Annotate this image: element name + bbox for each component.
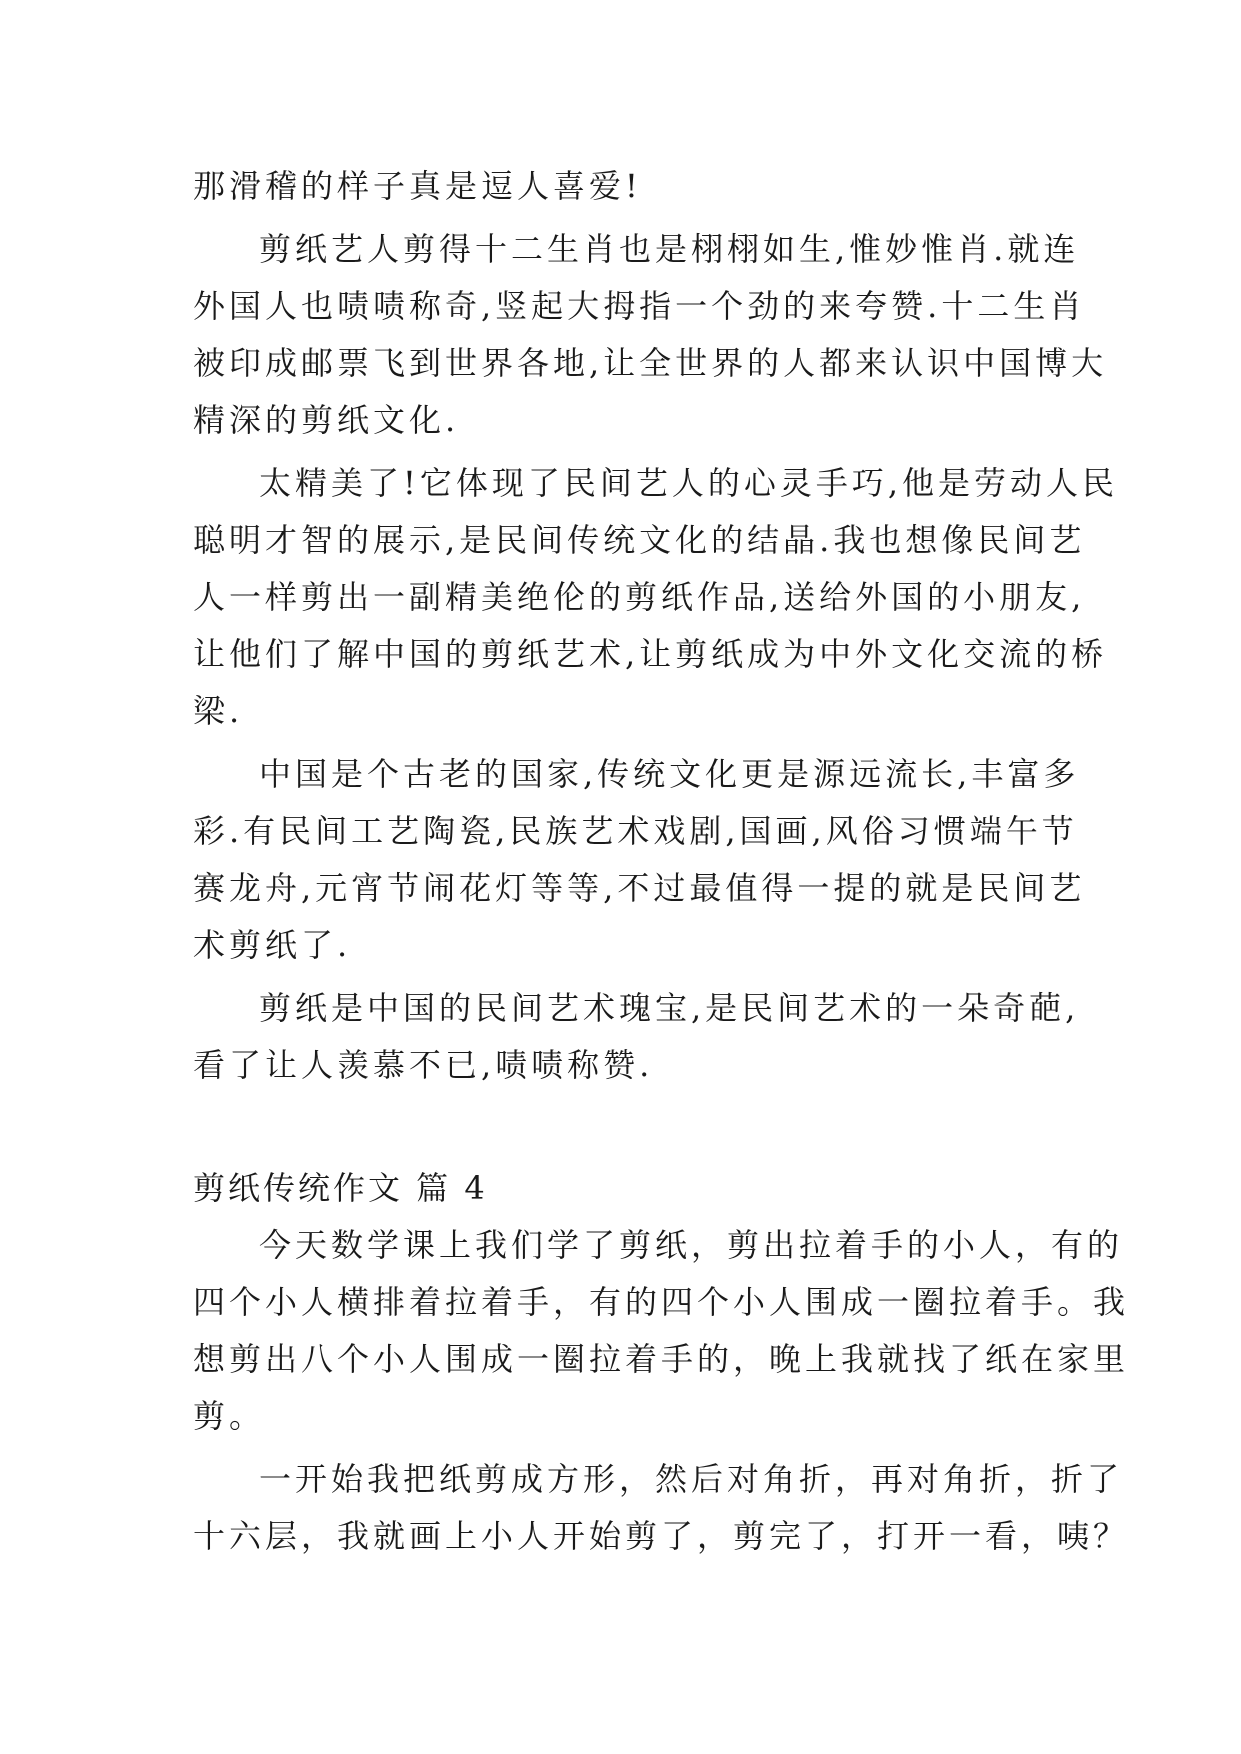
paragraph-line: 中国是个古老的国家,传统文化更是源远流长,丰富多	[259, 755, 1080, 793]
paragraph-line: 剪。	[193, 1397, 266, 1435]
paragraph-line: 太精美了!它体现了民间艺人的心灵手巧,他是劳动人民	[259, 464, 1119, 502]
paragraph-line: 彩.有民间工艺陶瓷,民族艺术戏剧,国画,风俗习惯端午节	[193, 812, 1078, 850]
paragraph-line: 人一样剪出一副精美绝伦的剪纸作品,送给外国的小朋友,	[193, 578, 1086, 616]
paragraph-zodiac	[193, 221, 1108, 449]
section-heading: 剪纸传统作文 篇 4	[193, 1169, 488, 1207]
paragraph-line: 精深的剪纸文化.	[193, 401, 460, 439]
paragraph-tradition	[193, 746, 1086, 974]
paragraph-line: 聪明才智的展示,是民间传统文化的结晶.我也想像民间艺	[193, 521, 1086, 559]
paragraph-line: 一开始我把纸剪成方形，然后对角折，再对角折，折了	[259, 1460, 1124, 1498]
paragraph-line: 让他们了解中国的剪纸艺术,让剪纸成为中外文化交流的桥	[193, 635, 1108, 673]
paragraph-line: 今天数学课上我们学了剪纸，剪出拉着手的小人，有的	[259, 1226, 1124, 1264]
paragraph-line: 四个小人横排着拉着手，有的四个小人围成一圈拉着手。我	[193, 1283, 1130, 1321]
paragraph-line: 术剪纸了.	[193, 926, 352, 964]
paragraph-folding	[193, 1451, 1130, 1565]
paragraph-exquisite	[193, 455, 1119, 740]
paragraph-line: 剪纸艺人剪得十二生肖也是栩栩如生,惟妙惟肖.就连	[259, 230, 1080, 268]
paragraph-line: 十六层，我就画上小人开始剪了，剪完了，打开一看，咦？	[193, 1517, 1130, 1555]
paragraph-line: 看了让人羡慕不已,啧啧称赞.	[193, 1046, 654, 1084]
paragraph-line: 那滑稽的样子真是逗人喜爱!	[193, 167, 642, 205]
paragraph-line: 梁.	[193, 692, 244, 730]
paragraph-line: 想剪出八个小人围成一圈拉着手的，晚上我就找了纸在家里	[193, 1340, 1130, 1378]
paragraph-treasure	[193, 980, 1080, 1094]
paragraph-continuation	[193, 158, 1073, 215]
paragraph-line: 外国人也啧啧称奇,竖起大拇指一个劲的来夸赞.十二生肖	[193, 287, 1086, 325]
paragraph-line: 剪纸是中国的民间艺术瑰宝,是民间艺术的一朵奇葩,	[259, 989, 1080, 1027]
paragraph-line: 被印成邮票飞到世界各地,让全世界的人都来认识中国博大	[193, 344, 1108, 382]
paragraph-math-class	[193, 1217, 1130, 1445]
article-body	[193, 158, 1130, 1565]
paragraph-line: 赛龙舟,元宵节闹花灯等等,不过最值得一提的就是民间艺	[193, 869, 1086, 907]
